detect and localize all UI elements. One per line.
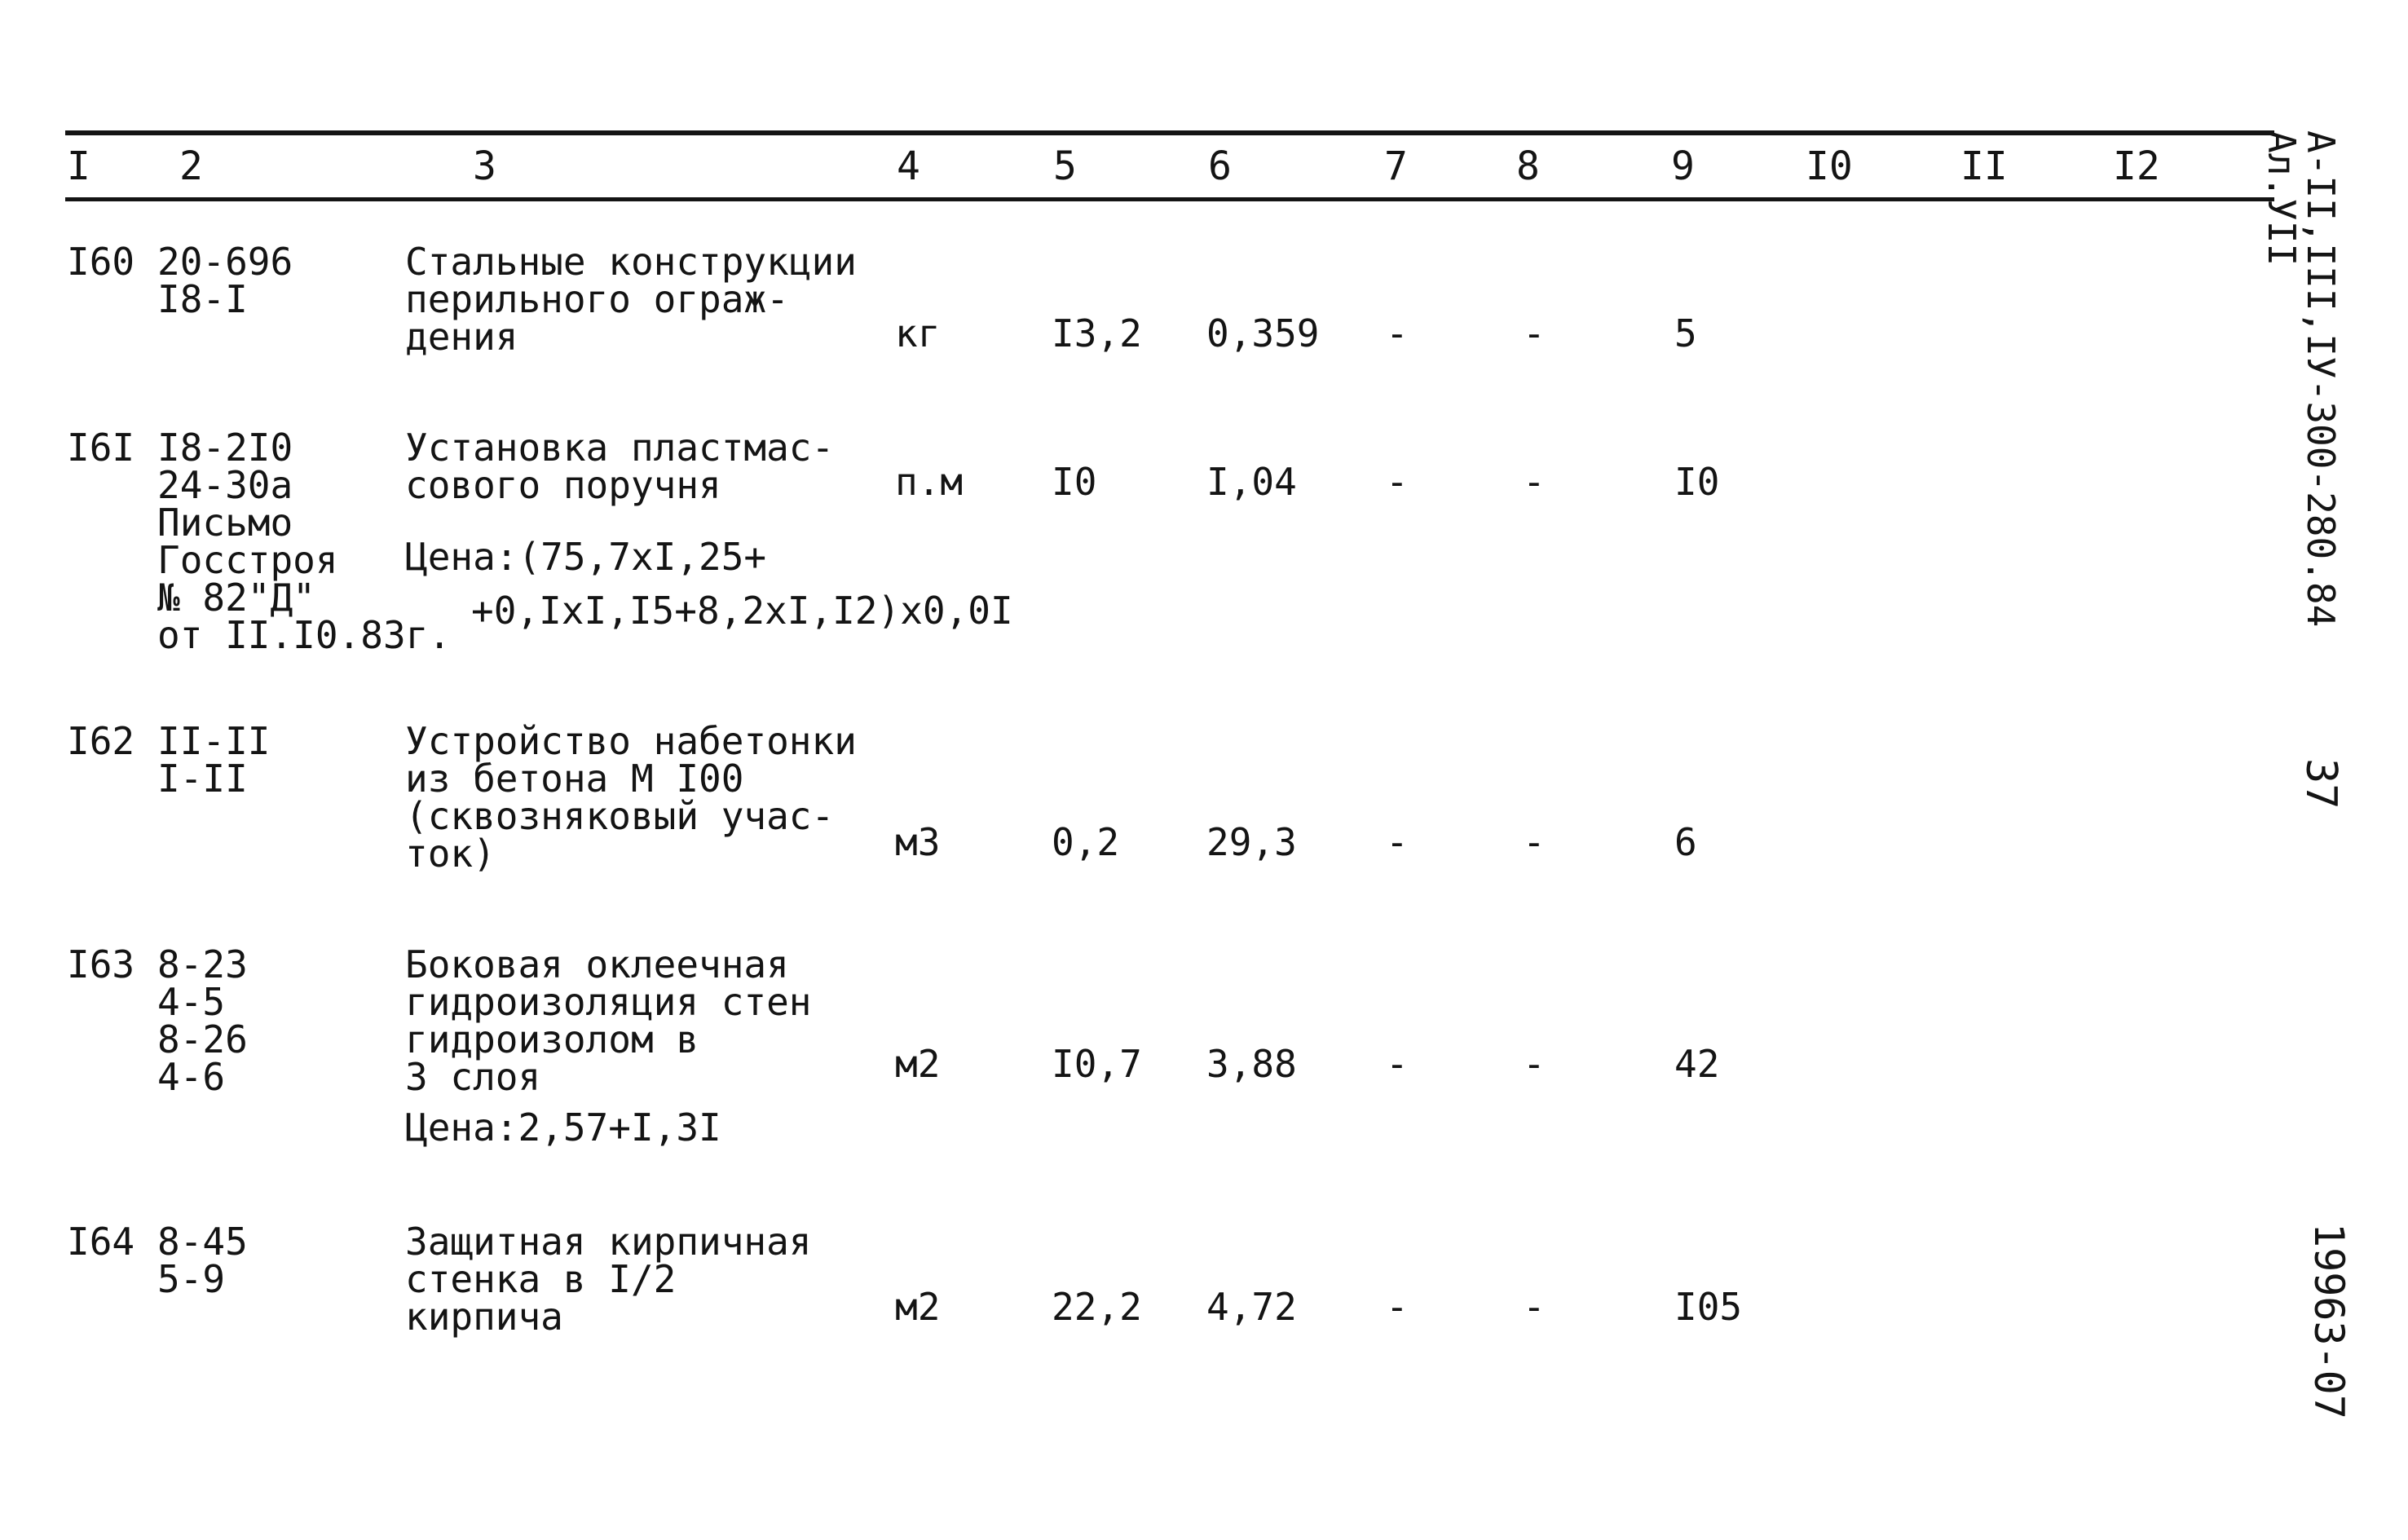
- row-unit: м2: [895, 1285, 941, 1329]
- row-name: Боковая оклеечная гидроизоляция стен гидроизолом в 3 слоя: [405, 942, 812, 1099]
- col-header-5: 5: [1053, 143, 1077, 189]
- col-header-12: I2: [2113, 143, 2160, 189]
- row-number: I62: [67, 719, 135, 763]
- row-qty: I0: [1052, 460, 1097, 504]
- row-qty: 0,2: [1052, 820, 1120, 864]
- row-col7: -: [1386, 311, 1409, 355]
- col-header-1: I: [67, 143, 90, 189]
- col-header-2: 2: [179, 143, 203, 189]
- row-price: 0,359: [1206, 311, 1320, 355]
- row-name: Устройство набетонки из бетона М I00 (сквозняковый учас- ток): [405, 719, 857, 876]
- row-unit: п.м: [895, 460, 964, 504]
- row-name: Защитная кирпичная стенка в I/2 кирпича: [405, 1220, 812, 1339]
- row-price: I,04: [1206, 460, 1297, 504]
- row-col8: -: [1523, 1042, 1546, 1086]
- header-bottom-rule: [65, 197, 2274, 201]
- row-col9: I0: [1674, 460, 1720, 504]
- col-header-8: 8: [1516, 143, 1540, 189]
- row-number: I64: [67, 1220, 135, 1264]
- col-header-3: 3: [473, 143, 496, 189]
- row-price-note-1: Цена:(75,7хI,25+: [405, 535, 767, 579]
- page-number: 37: [2296, 758, 2345, 810]
- row-col7: -: [1386, 820, 1409, 864]
- row-price: 4,72: [1206, 1285, 1297, 1329]
- row-qty: 22,2: [1052, 1285, 1142, 1329]
- row-price: 3,88: [1206, 1042, 1297, 1086]
- row-code: 20-696 I8-I: [157, 240, 293, 321]
- doc-code-line-1: А-II,III,IУ-300-280.84: [2299, 130, 2343, 628]
- inventory-number: 19963-07: [2305, 1223, 2353, 1419]
- row-col8: -: [1523, 311, 1546, 355]
- row-unit: кг: [895, 311, 941, 355]
- row-price-note-2: +0,IхI,I5+8,2хI,I2)х0,0I: [471, 589, 1013, 633]
- row-name: Стальные конструкции перильного ограж- дения: [405, 240, 857, 359]
- row-code: 8-45 5-9: [157, 1220, 248, 1301]
- row-number: I60: [67, 240, 135, 284]
- row-col8: -: [1523, 460, 1546, 504]
- row-col8: -: [1523, 1285, 1546, 1329]
- row-col9: 6: [1674, 820, 1697, 864]
- row-code: II-II I-II: [157, 719, 271, 801]
- doc-code-line-2: Ал.УII: [2260, 130, 2304, 267]
- row-code: 8-23 4-5 8-26 4-6: [157, 942, 248, 1099]
- row-number: I63: [67, 942, 135, 986]
- row-name: Установка пластмас- сового поручня: [405, 426, 835, 507]
- row-col9: 42: [1674, 1042, 1720, 1086]
- row-number: I6I: [67, 426, 135, 470]
- col-header-7: 7: [1384, 143, 1408, 189]
- row-col7: -: [1386, 1042, 1409, 1086]
- col-header-4: 4: [897, 143, 920, 189]
- row-unit: м3: [895, 820, 941, 864]
- row-col7: -: [1386, 1285, 1409, 1329]
- col-header-9: 9: [1671, 143, 1695, 189]
- row-qty: I0,7: [1052, 1042, 1142, 1086]
- header-top-rule: [65, 130, 2274, 135]
- col-header-10: I0: [1806, 143, 1853, 189]
- col-header-11: II: [1960, 143, 2008, 189]
- row-code: I8-2I0 24-30а Письмо Госстроя № 82"Д" от II.I0.83г.: [157, 426, 452, 657]
- col-header-6: 6: [1208, 143, 1232, 189]
- row-col8: -: [1523, 820, 1546, 864]
- row-qty: I3,2: [1052, 311, 1142, 355]
- row-price-note: Цена:2,57+I,3I: [405, 1105, 721, 1149]
- row-price: 29,3: [1206, 820, 1297, 864]
- row-unit: м2: [895, 1042, 941, 1086]
- row-col9: I05: [1674, 1285, 1743, 1329]
- row-col7: -: [1386, 460, 1409, 504]
- row-col9: 5: [1674, 311, 1697, 355]
